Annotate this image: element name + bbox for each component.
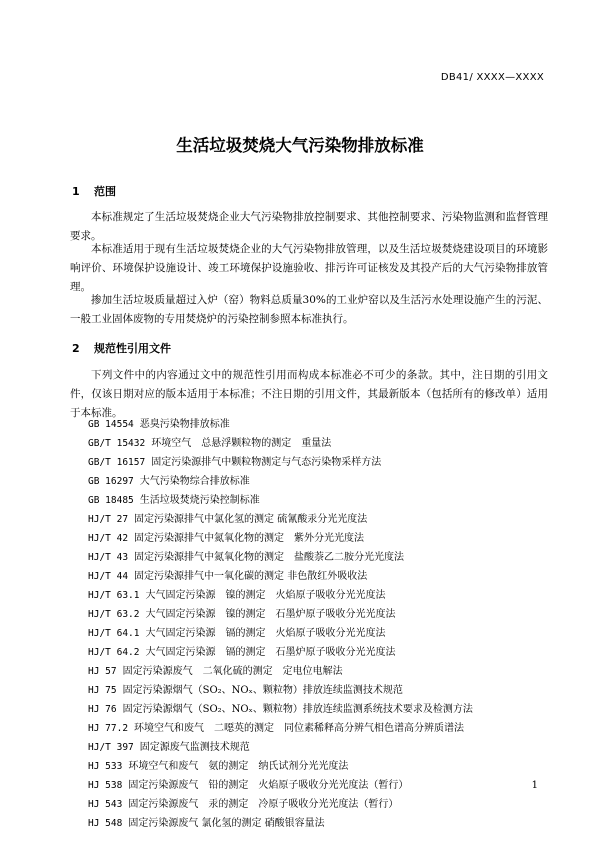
reference-item xyxy=(88,434,473,453)
reference-item xyxy=(88,643,473,662)
reference-title: 大气固定污染源 镍的测定 火焰原子吸收分光光度法 xyxy=(145,590,386,601)
section-1-paragraph-2: 本标准适用于现有生活垃圾焚烧企业的大气污染物排放管理，以及生活垃圾焚烧建设项目的环境影响评价、环境保护设施设计、竣工环境保护设施验收、排污许可证核发及其投产后的大气污染物排放管理。 xyxy=(70,243,548,293)
reference-item xyxy=(88,567,473,586)
reference-code: HJ/T 42 xyxy=(88,533,129,544)
reference-item xyxy=(88,814,473,833)
section-2-intro: 下列文件中的内容通过文中的规范性引用而构成本标准必不可少的条款。其中，注日期的引用文件，仅该日期对应的版本适用于本标准；不注日期的引用文件，其最新版本（包括所有的修改单）适用于本标准。 xyxy=(70,369,548,419)
reference-title: 固定污染源废气 铅的测定 火焰原子吸收分光光度法（暂行） xyxy=(128,780,409,791)
section-2-title: 规范性引用文件 xyxy=(94,342,171,355)
reference-title: 固定源废气监测技术规范 xyxy=(139,742,250,753)
reference-code: GB 16297 xyxy=(88,476,134,487)
section-1-paragraph-3: 掺加生活垃圾质量超过入炉（窑）物料总质量30%的工业炉窑以及生活污水处理设施产生的污泥、一般工业固体废物的专用焚烧炉的污染控制参照本标准执行。 xyxy=(70,294,548,325)
reference-item xyxy=(88,795,473,814)
page-title: 生活垃圾焚烧大气污染物排放标准 xyxy=(176,136,424,155)
reference-title: 固定污染源废气 氯化氢的测定 硝酸银容量法 xyxy=(128,818,325,829)
reference-item xyxy=(88,624,473,643)
reference-code: HJ 538 xyxy=(88,780,123,791)
reference-item xyxy=(88,757,473,776)
reference-code: GB 18485 xyxy=(88,495,134,506)
reference-item xyxy=(88,776,473,795)
doc-code: DB41/ XXXX—XXXX xyxy=(440,72,544,83)
reference-title: 固定污染源排气中颗粒物测定与气态污染物采样方法 xyxy=(151,457,382,468)
reference-item xyxy=(88,738,473,757)
reference-title: 环境空气和废气 氨的测定 纳氏试剂分光光度法 xyxy=(128,761,349,772)
reference-code: HJ/T 27 xyxy=(88,514,129,525)
reference-item xyxy=(88,681,473,700)
reference-code: HJ 77.2 xyxy=(88,723,129,734)
reference-item xyxy=(88,719,473,738)
reference-title: 环境空气和废气 二噁英的测定 同位素稀释高分辨气相色谱高分辨质谱法 xyxy=(134,723,465,734)
reference-item xyxy=(88,548,473,567)
reference-item xyxy=(88,453,473,472)
reference-code: HJ/T 64.2 xyxy=(88,647,140,658)
reference-title: 固定污染源烟气（SO₂、NOₓ、颗粒物）排放连续监测系统技术要求及检测方法 xyxy=(122,704,473,715)
reference-code: GB/T 16157 xyxy=(88,457,146,468)
reference-item xyxy=(88,700,473,719)
section-1-number: 1 xyxy=(72,185,80,198)
reference-title: 大气固定污染源 镍的测定 石墨炉原子吸收分光光度法 xyxy=(145,609,396,620)
reference-title: 生活垃圾焚烧污染控制标准 xyxy=(139,495,260,506)
reference-item xyxy=(88,510,473,529)
reference-title: 固定污染源排气中氮氧化物的测定 紫外分光光度法 xyxy=(134,533,365,544)
reference-code: GB 14554 xyxy=(88,419,134,430)
reference-title: 固定污染源烟气（SO₂、NOₓ、颗粒物）排放连续监测技术规范 xyxy=(122,685,403,696)
reference-title: 恶臭污染物排放标准 xyxy=(139,419,230,430)
reference-item xyxy=(88,586,473,605)
reference-code: HJ 57 xyxy=(88,666,117,677)
section-2-heading xyxy=(72,340,171,356)
reference-title: 固定污染源排气中氯化氢的测定 硫氰酸汞分光光度法 xyxy=(134,514,368,525)
reference-code: HJ/T 63.1 xyxy=(88,590,140,601)
reference-list xyxy=(88,415,473,833)
reference-code: HJ/T 43 xyxy=(88,552,129,563)
reference-code: HJ 75 xyxy=(88,685,117,696)
page-number: 1 xyxy=(531,780,538,791)
reference-item xyxy=(88,662,473,681)
reference-title: 环境空气 总悬浮颗粒物的测定 重量法 xyxy=(151,438,332,449)
reference-code: HJ/T 63.2 xyxy=(88,609,140,620)
reference-code: HJ/T 397 xyxy=(88,742,134,753)
reference-title: 固定污染源废气 二氧化硫的测定 定电位电解法 xyxy=(122,666,343,677)
reference-title: 固定污染源排气中氮氧化物的测定 盐酸萘乙二胺分光光度法 xyxy=(134,552,405,563)
reference-title: 大气污染物综合排放标准 xyxy=(139,476,250,487)
section-1-heading xyxy=(72,183,116,199)
reference-item xyxy=(88,529,473,548)
section-2-number: 2 xyxy=(72,342,80,355)
reference-title: 大气固定污染源 镉的测定 火焰原子吸收分光光度法 xyxy=(145,628,386,639)
section-1-paragraph-1: 本标准规定了生活垃圾焚烧企业大气污染物排放控制要求、其他控制要求、污染物监测和监督管理要求。 xyxy=(70,211,548,242)
reference-code: HJ 76 xyxy=(88,704,117,715)
reference-title: 大气固定污染源 镉的测定 石墨炉原子吸收分光光度法 xyxy=(145,647,396,658)
reference-code: GB/T 15432 xyxy=(88,438,146,449)
reference-code: HJ/T 64.1 xyxy=(88,628,140,639)
section-1-title: 范围 xyxy=(94,185,116,198)
reference-item xyxy=(88,491,473,510)
reference-title: 固定污染源废气 汞的测定 冷原子吸收分光光度法（暂行） xyxy=(128,799,399,810)
reference-item xyxy=(88,605,473,624)
reference-code: HJ 548 xyxy=(88,818,123,829)
reference-item xyxy=(88,472,473,491)
reference-code: HJ 543 xyxy=(88,799,123,810)
reference-title: 固定污染源排气中一氧化碳的测定 非色散红外吸收法 xyxy=(134,571,368,582)
reference-item xyxy=(88,415,473,434)
reference-code: HJ 533 xyxy=(88,761,123,772)
reference-code: HJ/T 44 xyxy=(88,571,129,582)
